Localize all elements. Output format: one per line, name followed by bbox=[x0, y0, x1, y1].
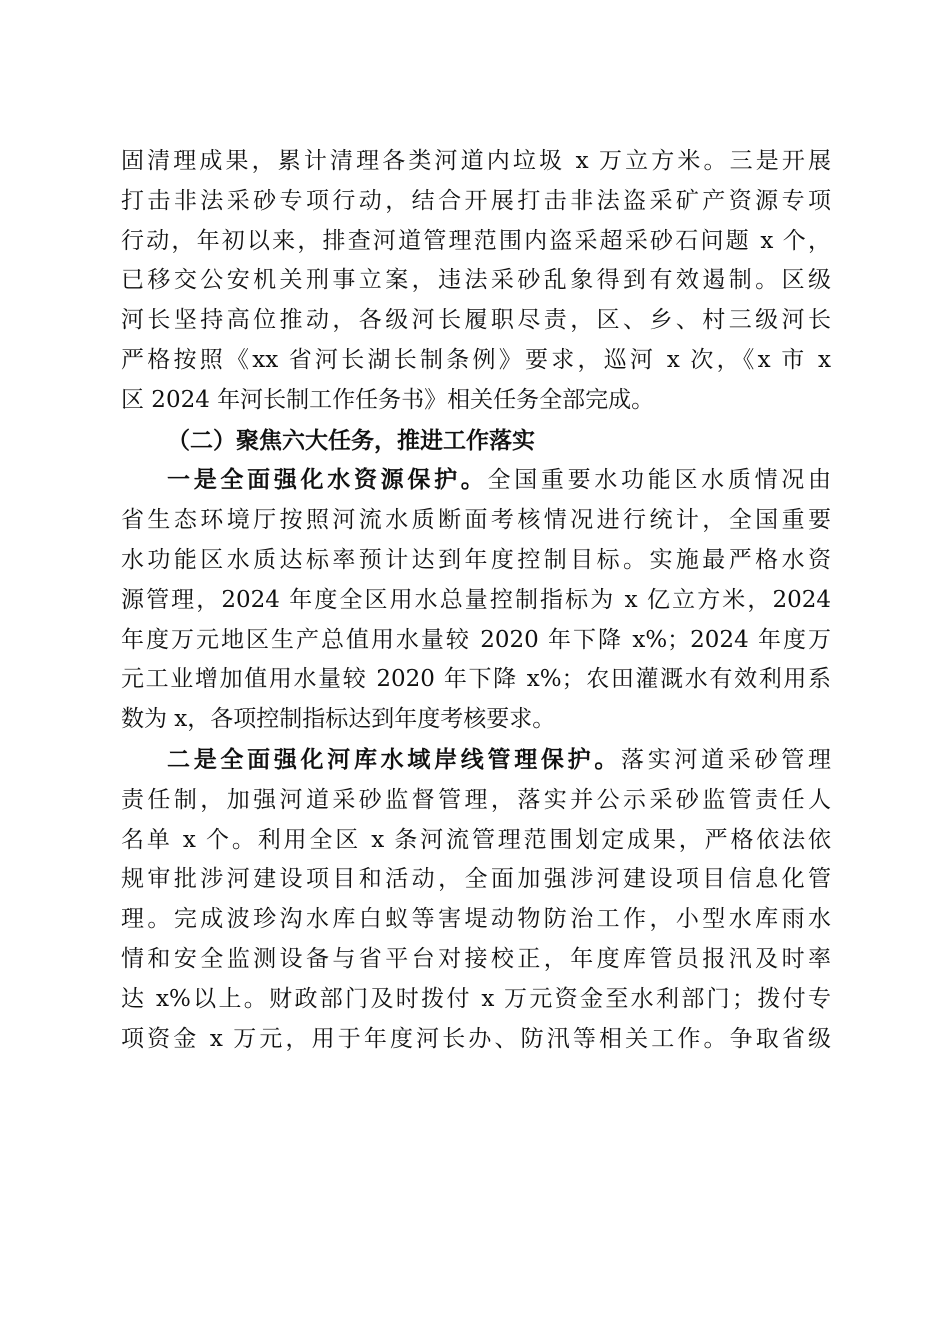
text-line: 固清理成果，累计清理各类河道内垃圾 x 万立方米。三是开展 bbox=[121, 148, 831, 174]
text-line: 项资金 x 万元，用于年度河长办、防汛等相关工作。争取省级 bbox=[121, 1025, 831, 1052]
text-line: 已移交公安机关刑事立案，违法采砂乱象得到有效遏制。区级 bbox=[121, 267, 831, 294]
text-line: 理。完成波珍沟水库白蚁等害堤动物防治工作，小型水库雨水 bbox=[121, 906, 831, 933]
section-heading bbox=[121, 421, 831, 461]
text-line: 源管理，2024 年度全区用水总量控制指标为 x 亿立方米，2024 bbox=[121, 586, 831, 613]
text-line: 区 2024 年河长制工作任务书》相关任务全部完成。 bbox=[121, 386, 655, 413]
text-line-first bbox=[121, 460, 831, 501]
paragraph-cleanup-results bbox=[121, 142, 831, 421]
paragraph-first-rest: 落实河道采砂管理 bbox=[621, 746, 832, 773]
paragraph-shoreline-management bbox=[121, 740, 831, 1059]
paragraph-water-resources bbox=[121, 460, 831, 740]
text-line: 情和安全监测设备与省平台对接校正，年度库管员报汛及时率 bbox=[121, 945, 831, 972]
text-line: 年度万元地区生产总值用水量较 2020 年下降 x%；2024 年度万 bbox=[121, 626, 831, 653]
section-heading-text: （二）聚焦六大任务，推进工作落实 bbox=[167, 426, 535, 454]
text-line: 河长坚持高位推动，各级河长履职尽责，区、乡、村三级河长 bbox=[121, 307, 831, 334]
text-line: 水功能区水质达标率预计达到年度控制目标。实施最严格水资 bbox=[121, 546, 831, 573]
paragraph-lead: 一是全面强化水资源保护。 bbox=[167, 466, 488, 494]
paragraph-first-rest: 全国重要水功能区水质情况由 bbox=[487, 467, 832, 494]
text-line-first bbox=[121, 740, 831, 781]
document-body bbox=[121, 142, 831, 1059]
text-line: 达 x%以上。财政部门及时拨付 x 万元资金至水利部门；拨付专 bbox=[121, 985, 831, 1012]
text-line: 行动，年初以来，排查河道管理范围内盗采超采砂石问题 x 个， bbox=[121, 227, 831, 254]
paragraph-lead: 二是全面强化河库水域岸线管理保护。 bbox=[167, 745, 622, 773]
text-line: 名单 x 个。利用全区 x 条河流管理范围划定成果，严格依法依 bbox=[121, 826, 831, 853]
text-line: 规审批涉河建设项目和活动，全面加强涉河建设项目信息化管 bbox=[121, 866, 831, 893]
text-line: 省生态环境厅按照河流水质断面考核情况进行统计，全国重要 bbox=[121, 507, 831, 534]
text-line: 数为 x，各项控制指标达到年度考核要求。 bbox=[121, 706, 556, 733]
text-line: 责任制，加强河道采砂监督管理，落实并公示采砂监管责任人 bbox=[121, 786, 831, 813]
text-line: 元工业增加值用水量较 2020 年下降 x%；农田灌溉水有效利用系 bbox=[121, 666, 831, 693]
text-line: 打击非法采砂专项行动，结合开展打击非法盗采矿产资源专项 bbox=[121, 187, 831, 214]
text-line: 严格按照《xx 省河长湖长制条例》要求，巡河 x 次，《x 市 x bbox=[121, 346, 831, 373]
